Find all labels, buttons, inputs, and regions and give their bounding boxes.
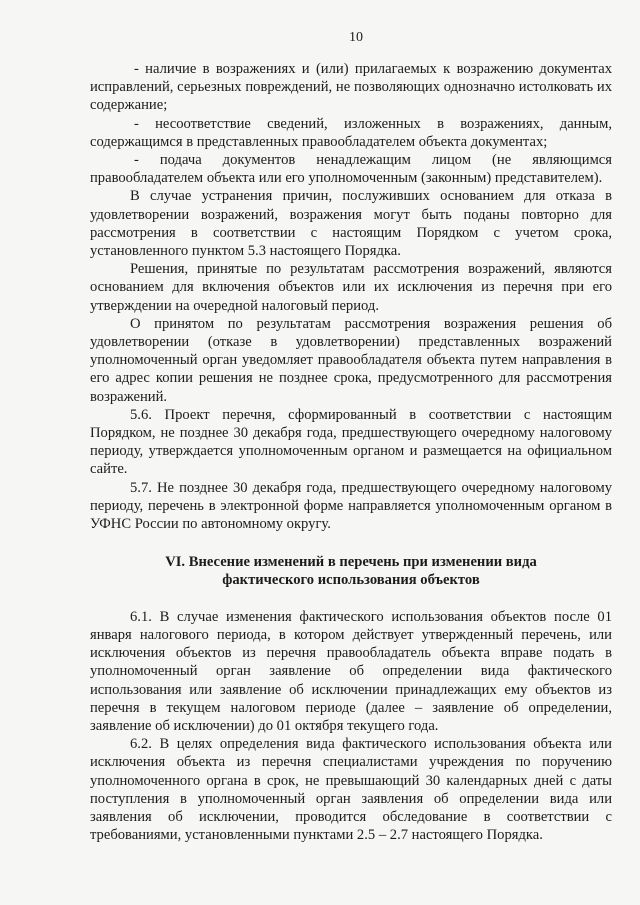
page-number: 10 xyxy=(349,30,363,45)
section-heading-line-1: VI. Внесение изменений в перечень при изменении вида xyxy=(165,554,537,571)
paragraph-clause-6-1: 6.1. В случае изменения фактического использования объектов после 01 января налогового периода, в котором действует утвержденный перечень, или исключения объектов из перечня правообладатель объекта вправе подать в уполномоченный орган заявление об определении вида фактического использования или заявление об исключении принадлежащих ему объектов из перечня в текущем налоговом периоде (далее – заявление об определении, заявление об исключении) до 01 октября текущего года. xyxy=(90,608,612,734)
paragraph-notification: О принятом по результатам рассмотрения возражения решения об удовлетворении (отказе в удовлетворении) представленных возражений уполномоченный орган уведомляет правообладателя объекта путем направления в его адрес копии решения не позднее срока, предусмотренного для рассмотрения возражений. xyxy=(90,315,612,405)
section-heading-line-2: фактического использования объектов xyxy=(222,572,480,589)
paragraph-bullet-data-mismatch: - несоответствие сведений, изложенных в возражениях, данным, содержащимся в представленных правообладателем объекта документах; xyxy=(90,115,612,150)
paragraph-decisions-basis: Решения, принятые по результатам рассмотрения возражений, являются основанием для включения объектов или их исключения из перечня при его утверждении на очередной налоговый период. xyxy=(90,261,612,314)
paragraph-clause-5-7: 5.7. Не позднее 30 декабря года, предшествующего очередному налоговому периоду, перечень в электронной форме направляется уполномоченным органом в УФНС России по автономному округу. xyxy=(90,479,612,533)
paragraph-bullet-damaged-documents: - наличие в возражениях и (или) прилагаемых к возражению документах исправлений, серьезных повреждений, не позволяющих однозначно истолковать их содержание; xyxy=(90,61,612,114)
paragraph-resubmission: В случае устранения причин, послуживших основанием для отказа в удовлетворении возражений, возражения могут быть поданы повторно для рассмотрения в соответствии с настоящим Порядком с учетом срока, установленного пунктом 5.3 настоящего Порядка. xyxy=(90,188,612,260)
section-heading xyxy=(90,553,612,589)
paragraph-clause-5-6: 5.6. Проект перечня, сформированный в соответствии с настоящим Порядком, не позднее 30 декабря года, предшествующего очередному налоговому периоду, утверждается уполномоченным органом и размещается на официальном сайте. xyxy=(90,406,612,478)
paragraph-bullet-improper-person: - подача документов ненадлежащим лицом (не являющимся правообладателем объекта или его уполномоченным (законным) представителем). xyxy=(90,152,612,187)
paragraph-clause-6-2: 6.2. В целях определения вида фактического использования объекта или исключения объекта из перечня специалистами учреждения по поручению уполномоченного органа в срок, не превышающий 30 календарных дней с даты поступления в уполномоченный орган заявления об определении вида или заявления об исключении, проводится обследование в соответствии с требованиями, установленными пунктами 2.5 – 2.7 настоящего Порядка. xyxy=(90,736,612,844)
